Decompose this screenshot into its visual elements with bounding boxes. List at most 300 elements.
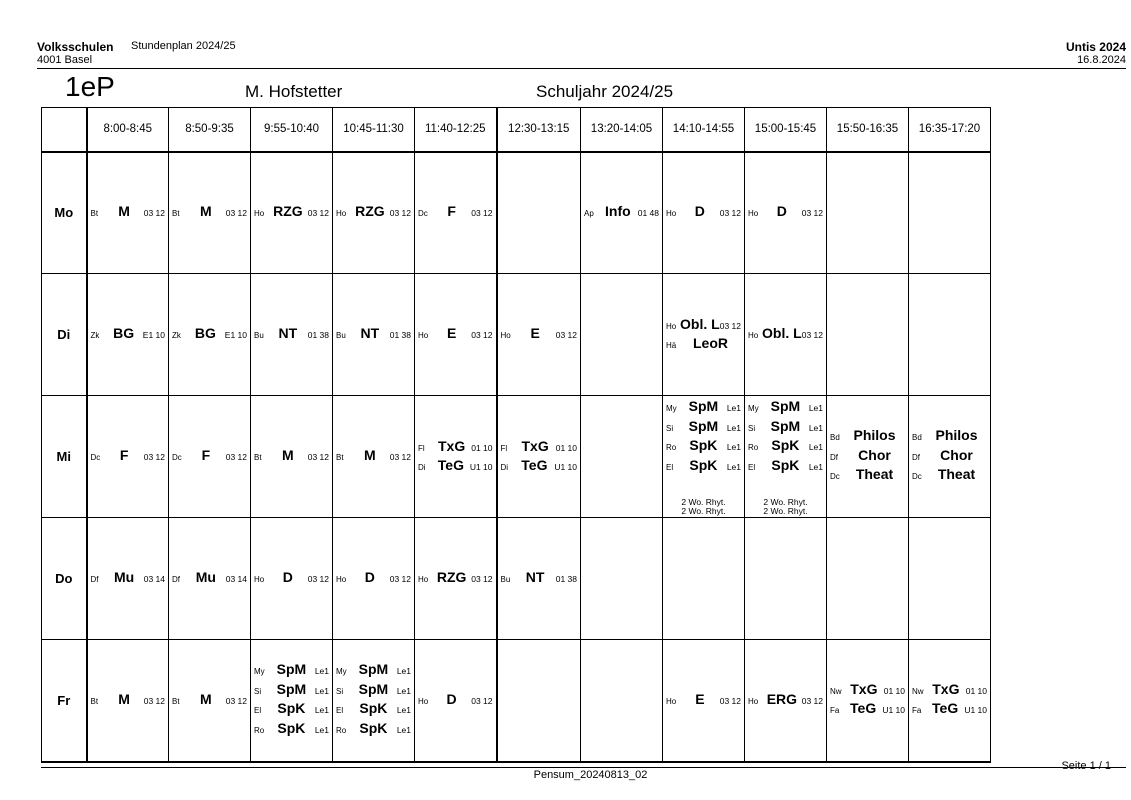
teacher-code: Bt <box>254 453 262 462</box>
lesson-line <box>666 203 741 222</box>
teacher-code: Dc <box>172 453 182 462</box>
room: 03 12 <box>471 208 493 219</box>
teacher-code: Ro <box>254 725 265 735</box>
lesson-cell <box>169 396 251 518</box>
teacher-code: Fl <box>418 443 425 453</box>
lesson-cell <box>909 640 991 762</box>
subject: M <box>282 447 294 463</box>
lesson-block <box>663 640 744 761</box>
lesson-cell <box>581 274 663 396</box>
teacher-code: Ho <box>748 331 759 340</box>
room: Le1 <box>726 461 741 472</box>
lesson-block <box>498 518 581 639</box>
print-date: 16.8.2024 <box>1077 54 1126 66</box>
teacher-code: Dc <box>830 472 840 482</box>
lesson-cell <box>581 396 663 518</box>
teacher-code: Bt <box>90 696 99 706</box>
teacher-code: Ho <box>666 209 677 219</box>
teacher-code: Bt <box>172 696 180 706</box>
lesson-line <box>912 447 987 467</box>
subject: SpM <box>358 680 389 697</box>
room: 01 38 <box>389 330 411 340</box>
lesson-block <box>663 518 744 639</box>
school-city: 4001 Basel <box>37 54 93 66</box>
subject: SpK <box>277 719 306 736</box>
teacher-code: My <box>336 667 347 677</box>
day-label: Mi <box>42 396 87 518</box>
lesson-cell <box>333 518 415 640</box>
rhythm-note <box>745 498 826 516</box>
day-row <box>42 396 991 518</box>
lesson-cell <box>251 518 333 640</box>
page-number: Seite 1 / 1 <box>1061 760 1111 772</box>
room: Le1 <box>808 461 823 472</box>
subject: RZG <box>436 569 467 585</box>
room: 01 10 <box>965 686 987 697</box>
subject: TeG <box>850 700 877 717</box>
teacher-code: Ho <box>418 575 429 584</box>
lesson-line <box>748 398 823 418</box>
lesson-cell <box>415 274 497 396</box>
subject: SpK <box>771 437 800 453</box>
room: 03 12 <box>389 452 411 462</box>
lesson-line <box>336 661 411 681</box>
lesson-cell <box>663 274 745 396</box>
teacher-code: Ho <box>254 209 265 219</box>
subject: E <box>446 325 457 341</box>
subject: TxG <box>850 681 878 698</box>
lesson-block <box>333 153 414 274</box>
lesson-line <box>254 720 329 740</box>
school-name: Volksschulen <box>37 40 114 54</box>
teacher-code: Bu <box>336 331 346 340</box>
lesson-cell <box>745 274 827 396</box>
lesson-line <box>501 569 578 588</box>
lesson-line <box>418 203 493 222</box>
room: Le1 <box>314 724 329 735</box>
lesson-line <box>172 691 247 710</box>
day-row <box>42 518 991 640</box>
room: 03 12 <box>719 208 741 219</box>
subject: D <box>364 569 375 585</box>
room: 03 12 <box>389 208 411 219</box>
lesson-block <box>745 640 826 761</box>
subject: F <box>447 203 456 220</box>
lesson-line <box>254 681 329 701</box>
lesson-line <box>830 681 905 700</box>
lesson-cell <box>169 640 251 762</box>
lesson-line <box>254 447 329 466</box>
teacher-code: Dc <box>418 209 428 219</box>
subject: Info <box>605 203 631 220</box>
teacher-code: Dc <box>90 453 101 462</box>
lesson-line <box>254 700 329 720</box>
teacher-code: Ho <box>418 696 429 706</box>
subject: M <box>200 690 212 707</box>
subject: SpM <box>688 417 719 434</box>
subject: TxG <box>932 681 960 698</box>
software-name: Untis 2024 <box>1065 40 1126 54</box>
subject: SpM <box>276 661 307 678</box>
teacher-code: My <box>254 667 265 677</box>
subject: SpM <box>688 398 719 414</box>
teacher-code: Ho <box>666 696 677 706</box>
subject: SpK <box>359 700 388 717</box>
subject: TeG <box>437 456 464 473</box>
room: 03 12 <box>801 695 823 706</box>
subject: TxG <box>521 437 549 454</box>
file-name: Pensum_20240813_02 <box>533 769 648 781</box>
lesson-cell <box>169 518 251 640</box>
lesson-block <box>251 640 332 761</box>
teacher-code: Ro <box>336 725 347 735</box>
timetable <box>41 107 991 763</box>
class-teacher: M. Hofstetter <box>245 82 343 101</box>
teacher-code: Si <box>666 423 674 433</box>
lesson-cell <box>87 152 169 274</box>
lesson-line <box>748 457 823 477</box>
day-row <box>42 640 991 762</box>
subject: SpK <box>359 719 388 736</box>
lesson-cell <box>415 152 497 274</box>
room: 03 12 <box>143 208 165 219</box>
period-header: 9:55-10:40 <box>251 108 333 152</box>
subject: Obl. L <box>680 315 720 332</box>
lesson-cell <box>87 640 169 762</box>
teacher-code: Df <box>172 575 180 584</box>
teacher-code: Fa <box>912 706 922 716</box>
teacher-code: Nw <box>830 687 842 697</box>
lesson-cell <box>497 152 581 274</box>
lesson-line <box>912 466 987 486</box>
room: 03 12 <box>225 695 247 706</box>
lesson-line <box>91 203 166 222</box>
teacher-code: Ho <box>418 331 429 340</box>
rhythm-note-line: 2 Wo. Rhyt. <box>681 506 726 516</box>
lesson-block <box>251 274 332 395</box>
teacher-code: My <box>666 404 677 413</box>
lesson-cell <box>333 396 415 518</box>
lesson-line <box>666 691 741 710</box>
lesson-line <box>666 335 741 354</box>
room: 03 12 <box>555 330 577 340</box>
day-label: Di <box>42 274 87 396</box>
lesson-cell <box>581 152 663 274</box>
lesson-line <box>91 325 166 344</box>
lesson-line <box>336 203 411 222</box>
subject: BG <box>194 325 216 341</box>
room: U1 10 <box>964 705 987 716</box>
teacher-code: El <box>254 706 262 716</box>
room: 03 12 <box>307 208 329 219</box>
lesson-line <box>748 325 823 344</box>
lesson-line <box>336 720 411 740</box>
lesson-block <box>498 640 581 761</box>
room: 03 14 <box>225 574 247 584</box>
subject: D <box>446 690 457 707</box>
lesson-block <box>88 153 169 274</box>
lesson-line <box>748 418 823 438</box>
lesson-cell <box>745 518 827 640</box>
lesson-cell <box>497 274 581 396</box>
lesson-cell <box>251 274 333 396</box>
lesson-cell <box>251 396 333 518</box>
subject: TeG <box>932 700 959 717</box>
lesson-line <box>336 325 411 344</box>
room: Le1 <box>726 403 741 413</box>
teacher-code: Ho <box>336 209 347 219</box>
teacher-code: Nw <box>912 687 924 697</box>
room: 03 12 <box>225 452 247 462</box>
teacher-code: Ho <box>254 575 265 584</box>
lesson-line <box>830 700 905 719</box>
teacher-code: Bt <box>172 209 180 219</box>
school-year: Schuljahr 2024/25 <box>536 82 674 101</box>
room: 03 12 <box>389 574 411 584</box>
lesson-line <box>830 447 905 467</box>
room: 03 12 <box>719 695 741 706</box>
day-label: Fr <box>42 640 87 762</box>
room: E1 10 <box>142 330 165 340</box>
teacher-code: Si <box>748 423 756 433</box>
lesson-block <box>581 153 662 274</box>
teacher-code: Di <box>500 462 509 472</box>
lesson-block <box>169 518 250 639</box>
subject: Philos <box>853 427 896 444</box>
lesson-block <box>909 518 990 639</box>
subject: SpK <box>689 437 718 453</box>
lesson-cell <box>827 152 909 274</box>
teacher-code: Si <box>254 686 262 696</box>
lesson-block <box>909 274 990 395</box>
teacher-code: Ho <box>748 209 759 219</box>
lesson-cell <box>415 640 497 762</box>
header-rule <box>37 68 1126 69</box>
lesson-line <box>418 569 493 588</box>
teacher-code: Bt <box>90 209 99 219</box>
room: Le1 <box>396 685 411 696</box>
rhythm-note <box>663 498 744 516</box>
lesson-line <box>748 203 823 222</box>
lesson-cell <box>497 518 581 640</box>
lesson-cell <box>87 396 169 518</box>
subject: M <box>118 203 130 220</box>
teacher-code: Bu <box>254 331 264 340</box>
lesson-line <box>254 569 329 588</box>
lesson-line <box>666 398 741 418</box>
subject: M <box>364 447 376 463</box>
lesson-line <box>584 203 659 222</box>
teacher-code: Df <box>90 575 99 584</box>
lesson-line <box>254 325 329 344</box>
lesson-block <box>827 518 908 639</box>
footer-rule <box>41 767 1126 768</box>
teacher-code: Zk <box>90 331 100 340</box>
room: 03 12 <box>307 452 329 462</box>
subject: Obl. L <box>762 325 802 341</box>
lesson-cell <box>87 518 169 640</box>
lesson-cell <box>87 274 169 396</box>
lesson-line <box>254 661 329 681</box>
room: 01 38 <box>555 574 577 584</box>
subject: D <box>776 203 787 220</box>
lesson-cell <box>909 396 991 518</box>
lesson-block <box>745 274 826 395</box>
lesson-block <box>415 518 496 639</box>
period-header: 15:00-15:45 <box>745 108 827 152</box>
teacher-code: Ro <box>666 443 677 452</box>
lesson-cell <box>251 152 333 274</box>
lesson-cell <box>663 152 745 274</box>
subject: Mu <box>114 569 135 585</box>
rhythm-note-line: 2 Wo. Rhyt. <box>763 506 808 516</box>
lesson-block <box>415 153 496 274</box>
teacher-code: Ro <box>748 443 759 452</box>
teacher-code: Ho <box>500 331 511 340</box>
room: 01 38 <box>307 330 329 340</box>
lesson-cell <box>581 518 663 640</box>
lesson-cell <box>745 640 827 762</box>
teacher-code: El <box>336 706 344 716</box>
lesson-block <box>169 274 250 395</box>
lesson-block <box>663 274 744 395</box>
period-header: 13:20-14:05 <box>581 108 663 152</box>
period-header: 10:45-11:30 <box>333 108 415 152</box>
subject: LeoR <box>693 334 728 351</box>
lesson-block <box>169 396 250 517</box>
room: Le1 <box>396 705 411 716</box>
subject: NT <box>360 325 380 341</box>
period-header: 11:40-12:25 <box>415 108 497 152</box>
room: U1 10 <box>554 461 577 472</box>
lesson-line <box>418 438 493 457</box>
subject: SpK <box>771 456 800 473</box>
lesson-cell <box>169 274 251 396</box>
subject: Mu <box>195 569 216 585</box>
period-header-row <box>42 108 991 152</box>
room: Le1 <box>808 442 823 452</box>
room: 01 10 <box>555 442 577 453</box>
subject: SpM <box>276 680 307 697</box>
day-row <box>42 274 991 396</box>
room: 03 12 <box>801 208 823 219</box>
subject: Chor <box>858 446 891 463</box>
subject: SpK <box>689 456 718 473</box>
room: Le1 <box>808 422 823 433</box>
subject: NT <box>525 569 545 585</box>
lesson-cell <box>663 640 745 762</box>
subject: RZG <box>273 203 303 220</box>
lesson-block <box>88 518 169 639</box>
rhythm-note-line: 2 Wo. Rhyt. <box>681 497 726 507</box>
lesson-cell <box>909 274 991 396</box>
room: Le1 <box>314 685 329 696</box>
lesson-block <box>827 396 908 517</box>
lesson-line <box>336 569 411 588</box>
subject: NT <box>278 325 298 341</box>
teacher-code: Bu <box>500 575 511 584</box>
teacher-code: Bt <box>336 453 344 462</box>
lesson-block <box>415 640 496 761</box>
teacher-code: Df <box>830 452 838 462</box>
lesson-cell <box>745 396 827 518</box>
lesson-cell <box>909 518 991 640</box>
room: E1 10 <box>224 330 247 340</box>
room: 03 12 <box>307 574 329 584</box>
corner-cell <box>42 108 87 152</box>
subject: M <box>200 203 212 220</box>
teacher-code: Di <box>418 462 426 472</box>
subject: SpK <box>277 700 306 717</box>
lesson-block <box>909 396 990 517</box>
period-header: 14:10-14:55 <box>663 108 745 152</box>
lesson-block <box>415 396 496 517</box>
lesson-line <box>501 438 578 457</box>
teacher-code: Zk <box>172 331 181 340</box>
lesson-block <box>88 640 169 761</box>
lesson-block <box>827 153 908 274</box>
lesson-line <box>666 457 741 477</box>
teacher-code: El <box>748 462 756 472</box>
teacher-code: Ap <box>584 209 594 219</box>
lesson-block <box>88 274 169 395</box>
period-header: 12:30-13:15 <box>497 108 581 152</box>
lesson-line <box>912 427 987 447</box>
room: Le1 <box>314 705 329 716</box>
lesson-block <box>498 274 581 395</box>
subject: E <box>695 690 705 707</box>
room: 03 12 <box>225 208 247 219</box>
lesson-block <box>88 396 169 517</box>
subject: TxG <box>437 437 466 454</box>
lesson-block <box>827 274 908 395</box>
lesson-line <box>336 447 411 466</box>
lesson-cell <box>827 274 909 396</box>
subject: D <box>694 203 705 220</box>
teacher-code: Fa <box>830 706 840 716</box>
lesson-block <box>251 518 332 639</box>
rhythm-note-line: 2 Wo. Rhyt. <box>763 497 808 507</box>
subject: Chor <box>940 446 973 463</box>
lesson-line <box>748 691 823 710</box>
teacher-code: El <box>666 462 674 472</box>
lesson-block <box>663 396 744 517</box>
lesson-cell <box>415 518 497 640</box>
room: Le1 <box>726 422 741 433</box>
lesson-block <box>745 396 826 517</box>
room: 01 10 <box>883 686 905 697</box>
lesson-cell <box>827 396 909 518</box>
lesson-line <box>912 700 987 719</box>
lesson-cell <box>909 152 991 274</box>
lesson-line <box>336 700 411 720</box>
lesson-block <box>581 274 662 395</box>
room: 01 48 <box>637 208 659 219</box>
lesson-block <box>827 640 908 761</box>
lesson-line <box>418 691 493 710</box>
lesson-block <box>169 640 250 761</box>
lesson-line <box>830 427 905 447</box>
subject: M <box>118 690 130 707</box>
lesson-block <box>745 153 826 274</box>
teacher-code: Hä <box>666 340 677 350</box>
subject: Philos <box>935 427 978 444</box>
lesson-line <box>172 569 247 588</box>
subject: BG <box>113 325 135 341</box>
room: U1 10 <box>469 461 493 472</box>
lesson-cell <box>415 396 497 518</box>
lesson-block <box>333 518 414 639</box>
